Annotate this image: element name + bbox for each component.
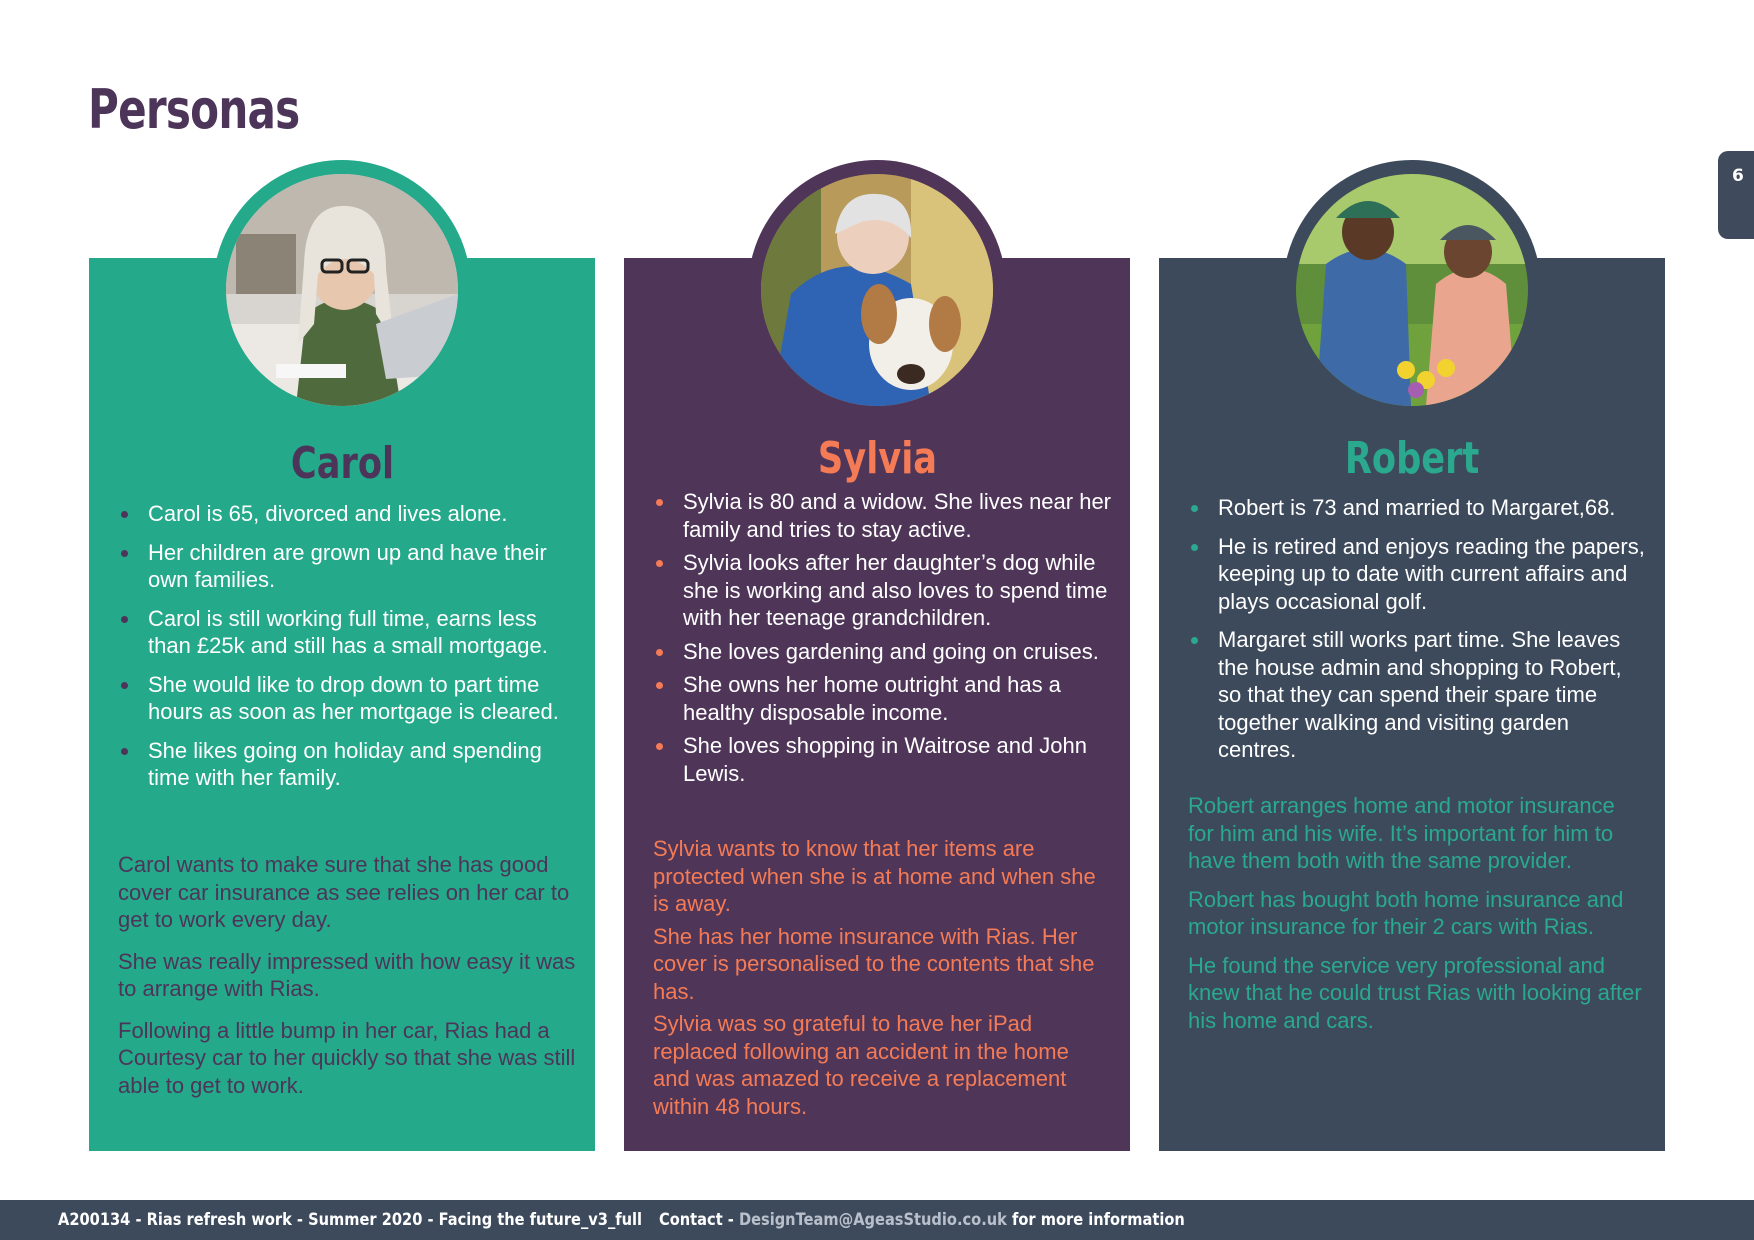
bullet-dot-icon xyxy=(121,616,128,623)
list-item: She loves gardening and going on cruises. xyxy=(653,638,1111,666)
list-item: Robert is 73 and married to Margaret,68. xyxy=(1188,494,1646,522)
bullet-dot-icon xyxy=(1191,637,1198,644)
bullet-dot-icon xyxy=(121,748,128,755)
persona-bullets xyxy=(1188,494,1646,775)
list-item: Margaret still works part time. She leaves the house admin and shopping to Robert, so that they can spend their spare time together walking and visiting garden centres. xyxy=(1188,626,1646,764)
bullet-dot-icon xyxy=(656,682,663,689)
page-title: Personas xyxy=(88,78,300,141)
list-item: She loves shopping in Waitrose and John Lewis. xyxy=(653,732,1111,787)
photo-woman-with-dog-icon xyxy=(761,174,993,406)
list-item: She owns her home outright and has a healthy disposable income. xyxy=(653,671,1111,726)
story-paragraph: Robert has bought both home insurance and motor insurance for their 2 cars with Rias. xyxy=(1188,886,1624,939)
list-item: She likes going on holiday and spending time with her family. xyxy=(118,737,576,792)
story-paragraph: Sylvia wants to know that her items are protected when she is at home and when she is away. xyxy=(653,836,1096,916)
photo-woman-with-laptop-icon xyxy=(226,174,458,406)
persona-bullets xyxy=(653,488,1111,793)
story-paragraph: Following a little bump in her car, Rias had a Courtesy car to her quickly so that she was still able to get to work. xyxy=(118,1017,576,1098)
story-paragraph: She was really impressed with how easy it was to arrange with Rias. xyxy=(118,948,576,1001)
persona-name: Robert xyxy=(1344,433,1480,484)
document-reference: A200134 - Rias refresh work - Summer 2020 - Facing the future_v3_full xyxy=(58,1210,643,1230)
persona-card-sylvia xyxy=(624,258,1130,1151)
story-paragraph: Robert arranges home and motor insurance for him and his wife. It’s important for him to have them both with the same provider. xyxy=(1188,793,1615,873)
story-paragraph: She has her home insurance with Rias. Her cover is personalised to the contents that she has. xyxy=(653,923,1095,1004)
contact-suffix: for more information xyxy=(1006,1210,1185,1230)
list-item: Her children are grown up and have their own families. xyxy=(118,539,576,594)
story-paragraph: Sylvia was so grateful to have her iPad replaced following an accident in the home and was amazed to receive a replacement within 48 hours. xyxy=(653,1011,1069,1119)
persona-card-carol xyxy=(89,258,595,1151)
page-number: 6 xyxy=(1732,166,1744,186)
list-item: Carol is still working full time, earns less than £25k and still has a small mortgage. xyxy=(118,605,576,660)
page-number-tab xyxy=(1718,151,1754,239)
persona-name: Sylvia xyxy=(817,433,937,484)
bullet-dot-icon xyxy=(656,560,663,567)
photo-couple-gardening-icon xyxy=(1296,174,1528,406)
bullet-dot-icon xyxy=(1191,544,1198,551)
contact-line xyxy=(659,1210,1185,1230)
story-paragraph: He found the service very professional and knew that he could trust Rias with looking after his home and cars. xyxy=(1188,952,1642,1033)
list-item: Carol is 65, divorced and lives alone. xyxy=(118,500,576,528)
list-item: He is retired and enjoys reading the papers, keeping up to date with current affairs and plays occasional golf. xyxy=(1188,533,1646,616)
story-paragraph: Carol wants to make sure that she has good cover car insurance as see relies on her car to get to work every day. xyxy=(118,852,570,932)
footer-bar xyxy=(0,1200,1754,1240)
contact-prefix: Contact - xyxy=(659,1210,739,1230)
bullet-dot-icon xyxy=(1191,505,1198,512)
persona-story xyxy=(1188,792,1646,1045)
persona-story xyxy=(653,835,1111,1125)
list-item: Sylvia is 80 and a widow. She lives near her family and tries to stay active. xyxy=(653,488,1111,543)
persona-card-robert xyxy=(1159,258,1665,1151)
contact-email-link[interactable]: DesignTeam@AgeasStudio.co.uk xyxy=(738,1210,1007,1230)
bullet-dot-icon xyxy=(121,682,128,689)
bullet-dot-icon xyxy=(121,550,128,557)
list-item: She would like to drop down to part time hours as soon as her mortgage is cleared. xyxy=(118,671,576,726)
bullet-dot-icon xyxy=(656,649,663,656)
persona-bullets xyxy=(118,500,576,803)
bullet-dot-icon xyxy=(121,511,128,518)
bullet-dot-icon xyxy=(656,743,663,750)
list-item: Sylvia looks after her daughter’s dog while she is working and also loves to spend time with her teenage grandchildren. xyxy=(653,549,1111,632)
persona-name: Carol xyxy=(290,438,394,489)
bullet-dot-icon xyxy=(656,499,663,506)
persona-story xyxy=(118,851,576,1113)
